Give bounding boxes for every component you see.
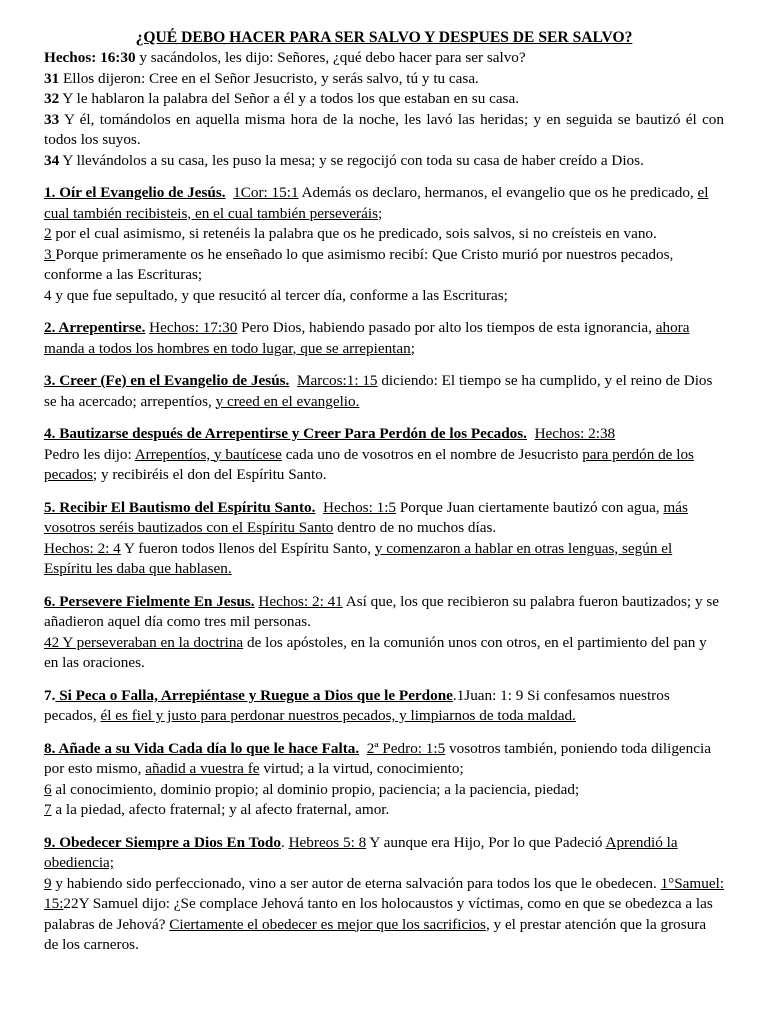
underlined-text: más vosotros seréis bautizados con el Espíritu Santo (44, 498, 688, 536)
section-heading: 8. Añade a su Vida Cada día lo que le hace Falta. (44, 739, 360, 757)
verse-text: Así que, los que recibieron su palabra fueron bautizados; y se añadieron aquel día como tres mil personas. (44, 592, 719, 630)
verse-text: Pero Dios, habiendo pasado por alto los tiempos de esta ignorancia, (237, 319, 656, 336)
scripture-reference: Marcos:1: 15 (296, 372, 378, 389)
scripture-reference: Hechos: 1:5 (323, 498, 397, 516)
verse-text: Pedro les dijo: (44, 445, 135, 463)
underlined-text: el cual también recibisteis, en el cual también perseveráis (44, 184, 709, 222)
verse-text: ; (377, 204, 383, 222)
verse-number: 32 (44, 90, 60, 107)
section-heading: 9. Obedecer Siempre a Dios En Todo (44, 833, 281, 851)
verse-text: Porque primeramente os he enseñado lo que asimismo recibí: Que Cristo murió por nuestros pecados, conforme a las Escrituras; (44, 245, 674, 283)
verse-number: 31 (44, 69, 60, 87)
verse-31: Ellos dijeron: Cree en el Señor Jesucristo, y serás salvo, tú y tu casa. (59, 69, 479, 87)
section-5 (44, 498, 724, 580)
section-heading: 4. Bautizarse después de Arrepentirse y Creer Para Perdón de los Pecados. (44, 425, 527, 442)
verse-text: diciendo: El tiempo se ha cumplido, y el reino de Dios se ha acercado; arrepentíos, (44, 372, 713, 410)
scripture-reference: Hechos: 2: 4 (44, 539, 121, 557)
verse-text: por el cual asimismo, si retenéis la palabra que os he predicado, sois salvos, si no creísteis en vano. (51, 225, 657, 242)
verse-text: Porque Juan ciertamente bautizó con agua, (396, 498, 664, 516)
scripture-reference: 1Cor: 15:1 (233, 184, 299, 201)
verse-number: 3 (44, 245, 56, 263)
underlined-text: añadid a vuestra fe (145, 760, 260, 777)
verse-30: y sacándolos, les dijo: Señores, ¿qué debo hacer para ser salvo? (135, 49, 526, 66)
verse-34: Y llevándolos a su casa, les puso la mesa; y se regocijó con toda su casa de haber creído a Dios. (59, 151, 644, 169)
scripture-reference: 1°Samuel: 15: (44, 874, 725, 912)
verse-text: Además os declaro, hermanos, el evangelio que os he predicado, (298, 184, 698, 201)
verse-text: 22Y Samuel dijo: ¿Se complace Jehová tanto en los holocaustos y víctimas, como en que se obedezca a las palabras de Jehová? (44, 895, 713, 933)
underlined-text: para perdón de los pecados (44, 445, 694, 483)
section-1 (44, 183, 724, 306)
section-number: 7. (44, 686, 56, 704)
scripture-reference: Hechos: 17:30 (149, 319, 238, 336)
verse-text: al conocimiento, dominio propio; al dominio propio, paciencia; a la paciencia, piedad; (51, 780, 580, 798)
verse-number: 33 (44, 110, 60, 128)
section-heading: 3. Creer (Fe) en el Evangelio de Jesús. (44, 372, 290, 389)
underlined-text: Aprendió la obediencia; (44, 833, 678, 871)
underlined-text: y comenzaron a hablar en otras lenguas, según el Espíritu les daba que hablasen. (44, 539, 673, 577)
scripture-reference: Hechos: 2:38 (534, 425, 616, 442)
verse-text: Y fueron todos llenos del Espíritu Santo, (120, 539, 375, 557)
section-heading: 6. Persevere Fielmente En Jesus. (44, 592, 255, 610)
verse-text: a la piedad, afecto fraternal; y al afecto fraternal, amor. (51, 801, 390, 818)
verse-number: 6 (44, 780, 52, 798)
scripture-reference: Hechos: 2: 41 (258, 592, 343, 610)
section-4 (44, 424, 724, 486)
intro-passage (44, 48, 724, 171)
underlined-text: él es fiel y justo para perdonar nuestros pecados, y limpiarnos de toda maldad. (100, 707, 576, 724)
verse-text: Si confesamos nuestros pecados, (44, 686, 670, 724)
section-2 (44, 318, 724, 359)
verse-number: 9 (44, 874, 52, 892)
verse-text: y habiendo sido perfeccionado, vino a ser autor de eterna salvación para todos los que le obedecen. (51, 874, 661, 892)
section-heading: Si Peca o Falla, Arrepiéntase y Ruegue a Dios que le Perdone (55, 686, 453, 704)
verse-number: 34 (44, 151, 60, 169)
verse-text: 4 y que fue sepultado, y que resucitó al tercer día, conforme a las Escrituras; (44, 286, 508, 304)
scripture-reference: Hebreos 5: 8 (288, 833, 367, 851)
document-title: ¿QUÉ DEBO HACER PARA SER SALVO Y DESPUES DE SER SALVO? (135, 29, 633, 46)
underlined-text: 42 Y perseveraban en la doctrina (44, 633, 244, 651)
verse-number: 2 (44, 225, 52, 242)
verse-text: vosotros también, poniendo toda diligencia por esto mismo, (44, 739, 711, 777)
scripture-reference: 2ª Pedro: 1:5 (366, 739, 446, 757)
verse-text: virtud; a la virtud, conocimiento; (259, 760, 464, 777)
verse-text: ; y recibiréis el don del Espíritu Santo. (92, 466, 327, 483)
verse-33: Y él, tomándolos en aquella misma hora de la noche, les lavó las heridas; y en seguida se bautizó él con todos los suyos. (44, 110, 724, 148)
section-8 (44, 739, 724, 821)
verse-text: ; (410, 339, 415, 357)
section-7 (44, 686, 724, 727)
verse-text: de los apóstoles, en la comunión unos con otros, en el partimiento del pan y en las oraciones. (44, 633, 707, 671)
verse-text: dentro de no muchos días. (333, 519, 497, 536)
scripture-reference: .1Juan: 1: 9 (452, 686, 524, 704)
underlined-text: ahora manda a todos los hombres en todo lugar, que se arrepientan (44, 319, 690, 357)
verse-text: , y el prestar atención que la grosura de los carneros. (44, 915, 707, 953)
verse-text: . (280, 833, 289, 851)
underlined-text: Arrepentíos, y bautícese (134, 445, 282, 463)
section-3 (44, 371, 724, 412)
verse-text: cada uno de vosotros en el nombre de Jesucristo (281, 445, 583, 463)
section-heading: 2. Arrepentirse. (44, 319, 146, 336)
verse-32: Y le hablaron la palabra del Señor a él y a todos los que estaban en su casa. (59, 90, 520, 107)
section-9 (44, 833, 724, 956)
intro-reference: Hechos: 16:30 (44, 49, 136, 66)
verse-number: 7 (44, 801, 52, 818)
section-heading: 5. Recibir El Bautismo del Espíritu Santo. (44, 498, 316, 516)
section-6 (44, 592, 724, 674)
underlined-text: Ciertamente el obedecer es mejor que los sacrificios (169, 915, 486, 933)
underlined-text: y creed en el evangelio. (215, 392, 360, 410)
section-heading: 1. Oír el Evangelio de Jesús. (44, 184, 226, 201)
verse-text: Y aunque era Hijo, Por lo que Padeció (366, 833, 606, 851)
document-page (44, 28, 724, 956)
